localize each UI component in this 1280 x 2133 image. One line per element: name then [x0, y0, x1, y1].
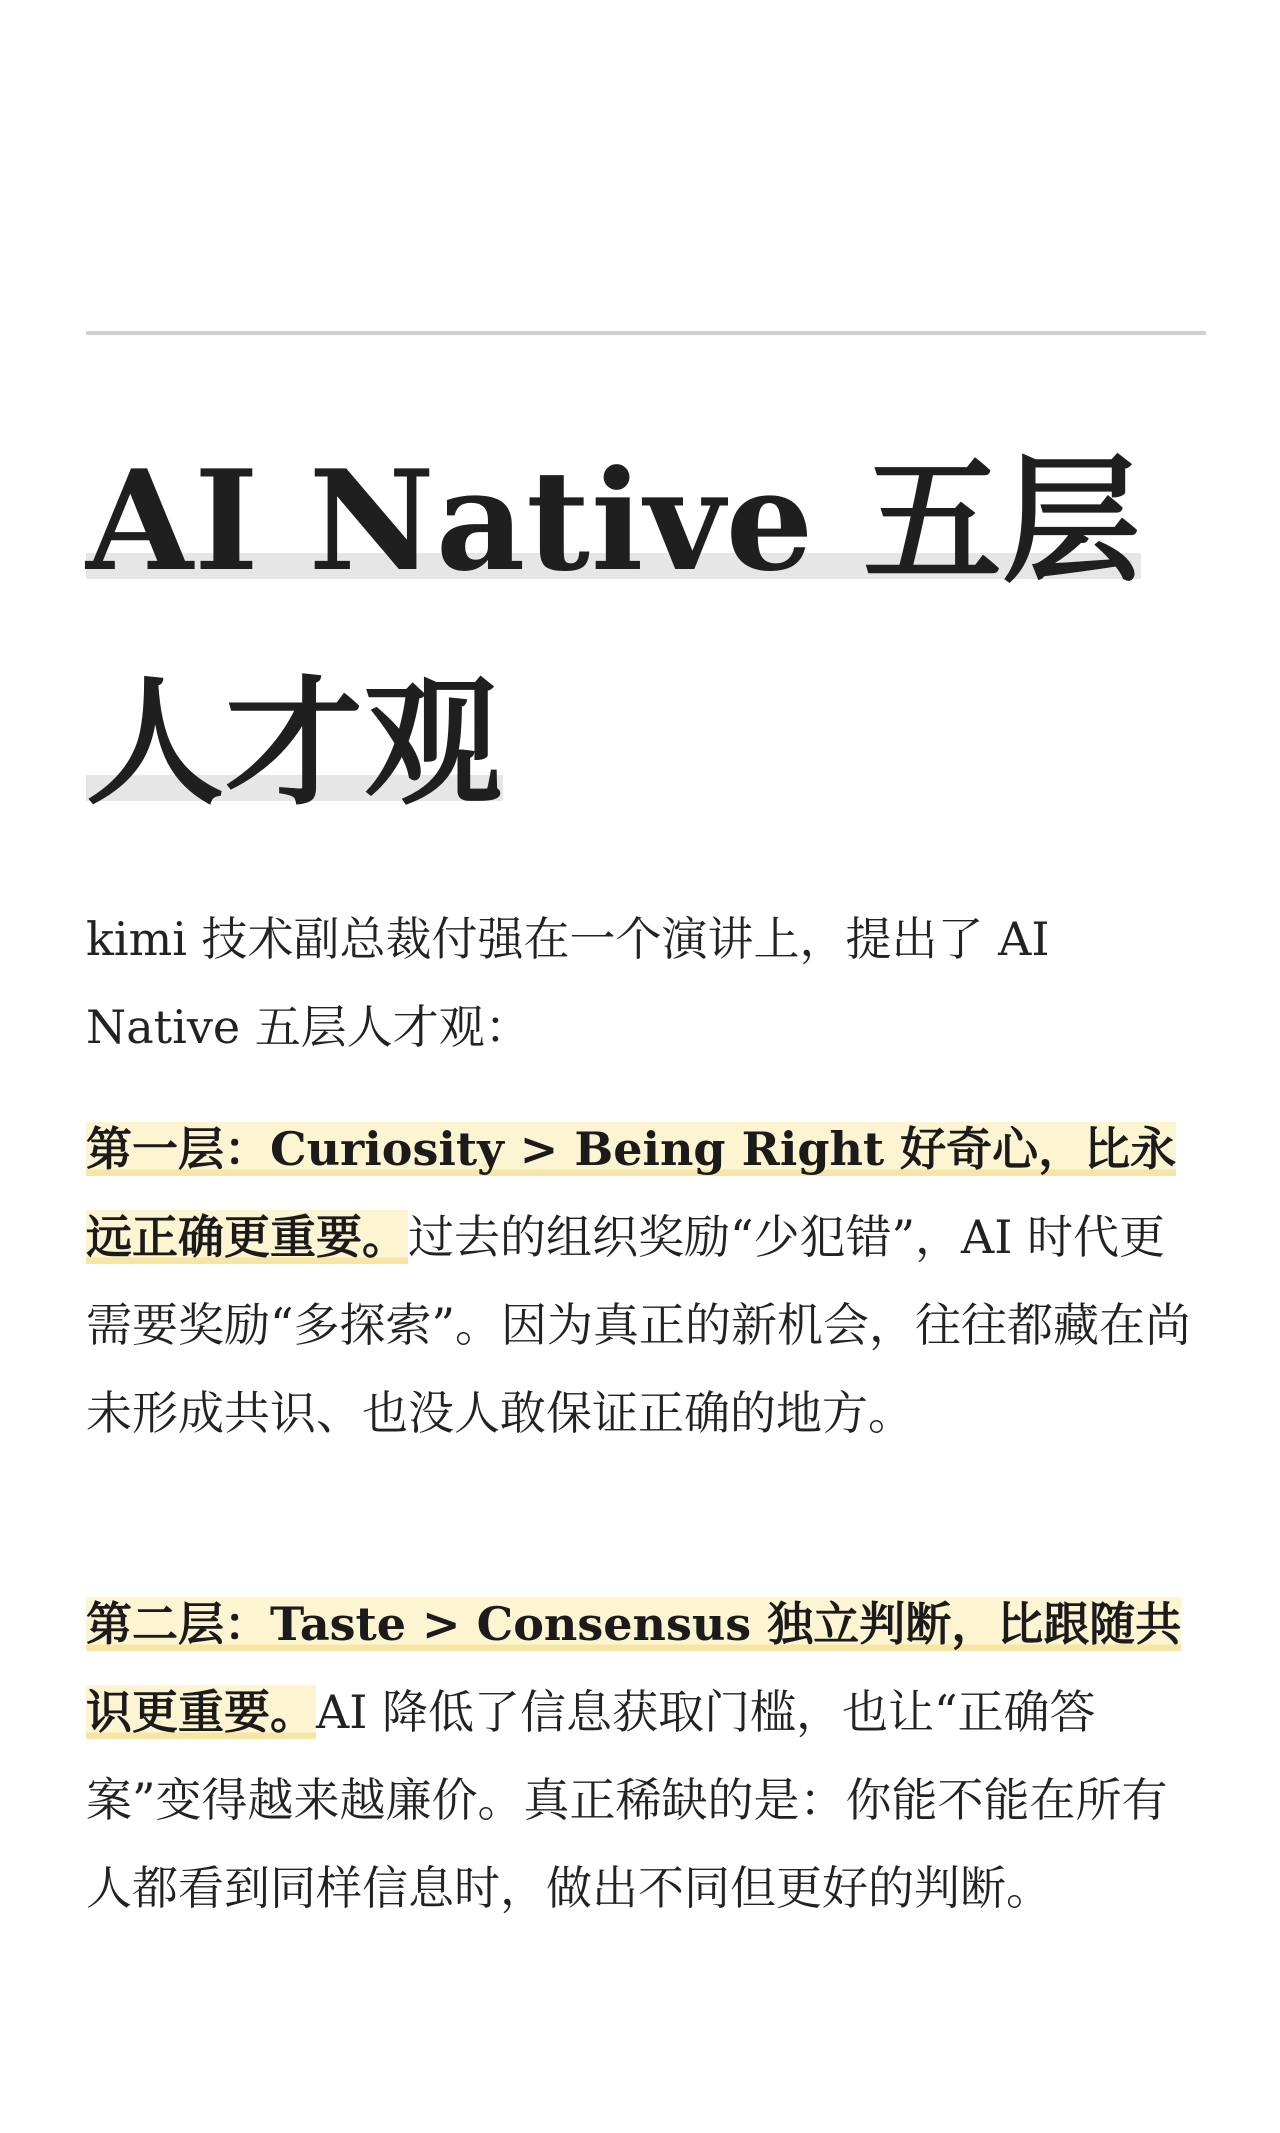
top-divider — [86, 331, 1206, 335]
section-2-body: AI 降低了信息获取门槛，也让“正确答案”变得越来越廉价。真正稀缺的是：你能不能在所有人都看到同样信息时，做出不同但更好的判断。 — [86, 1685, 1168, 1915]
section-2-heading: 第二层：Taste > Consensus 独立判断，比跟随共识更重要。 — [86, 1597, 1182, 1739]
section-1-body: 过去的组织奖励“少犯错”，AI 时代更需要奖励“多探索”。因为真正的新机会，往往都藏在尚未形成共识、也没人敢保证正确的地方。 — [86, 1210, 1192, 1440]
intro-paragraph: kimi 技术副总裁付强在一个演讲上，提出了 AI Native 五层人才观： — [86, 912, 1050, 1054]
page-title — [86, 410, 1236, 854]
section-1-heading: 第一层：Curiosity > Being Right 好奇心，比永远正确更重要。 — [86, 1122, 1177, 1264]
title-line-2: 人才观 — [86, 661, 504, 824]
title-line-1: AI Native 五层 — [86, 439, 1142, 602]
section-layer-1 — [86, 1105, 1211, 1457]
section-layer-2 — [86, 1580, 1211, 1932]
